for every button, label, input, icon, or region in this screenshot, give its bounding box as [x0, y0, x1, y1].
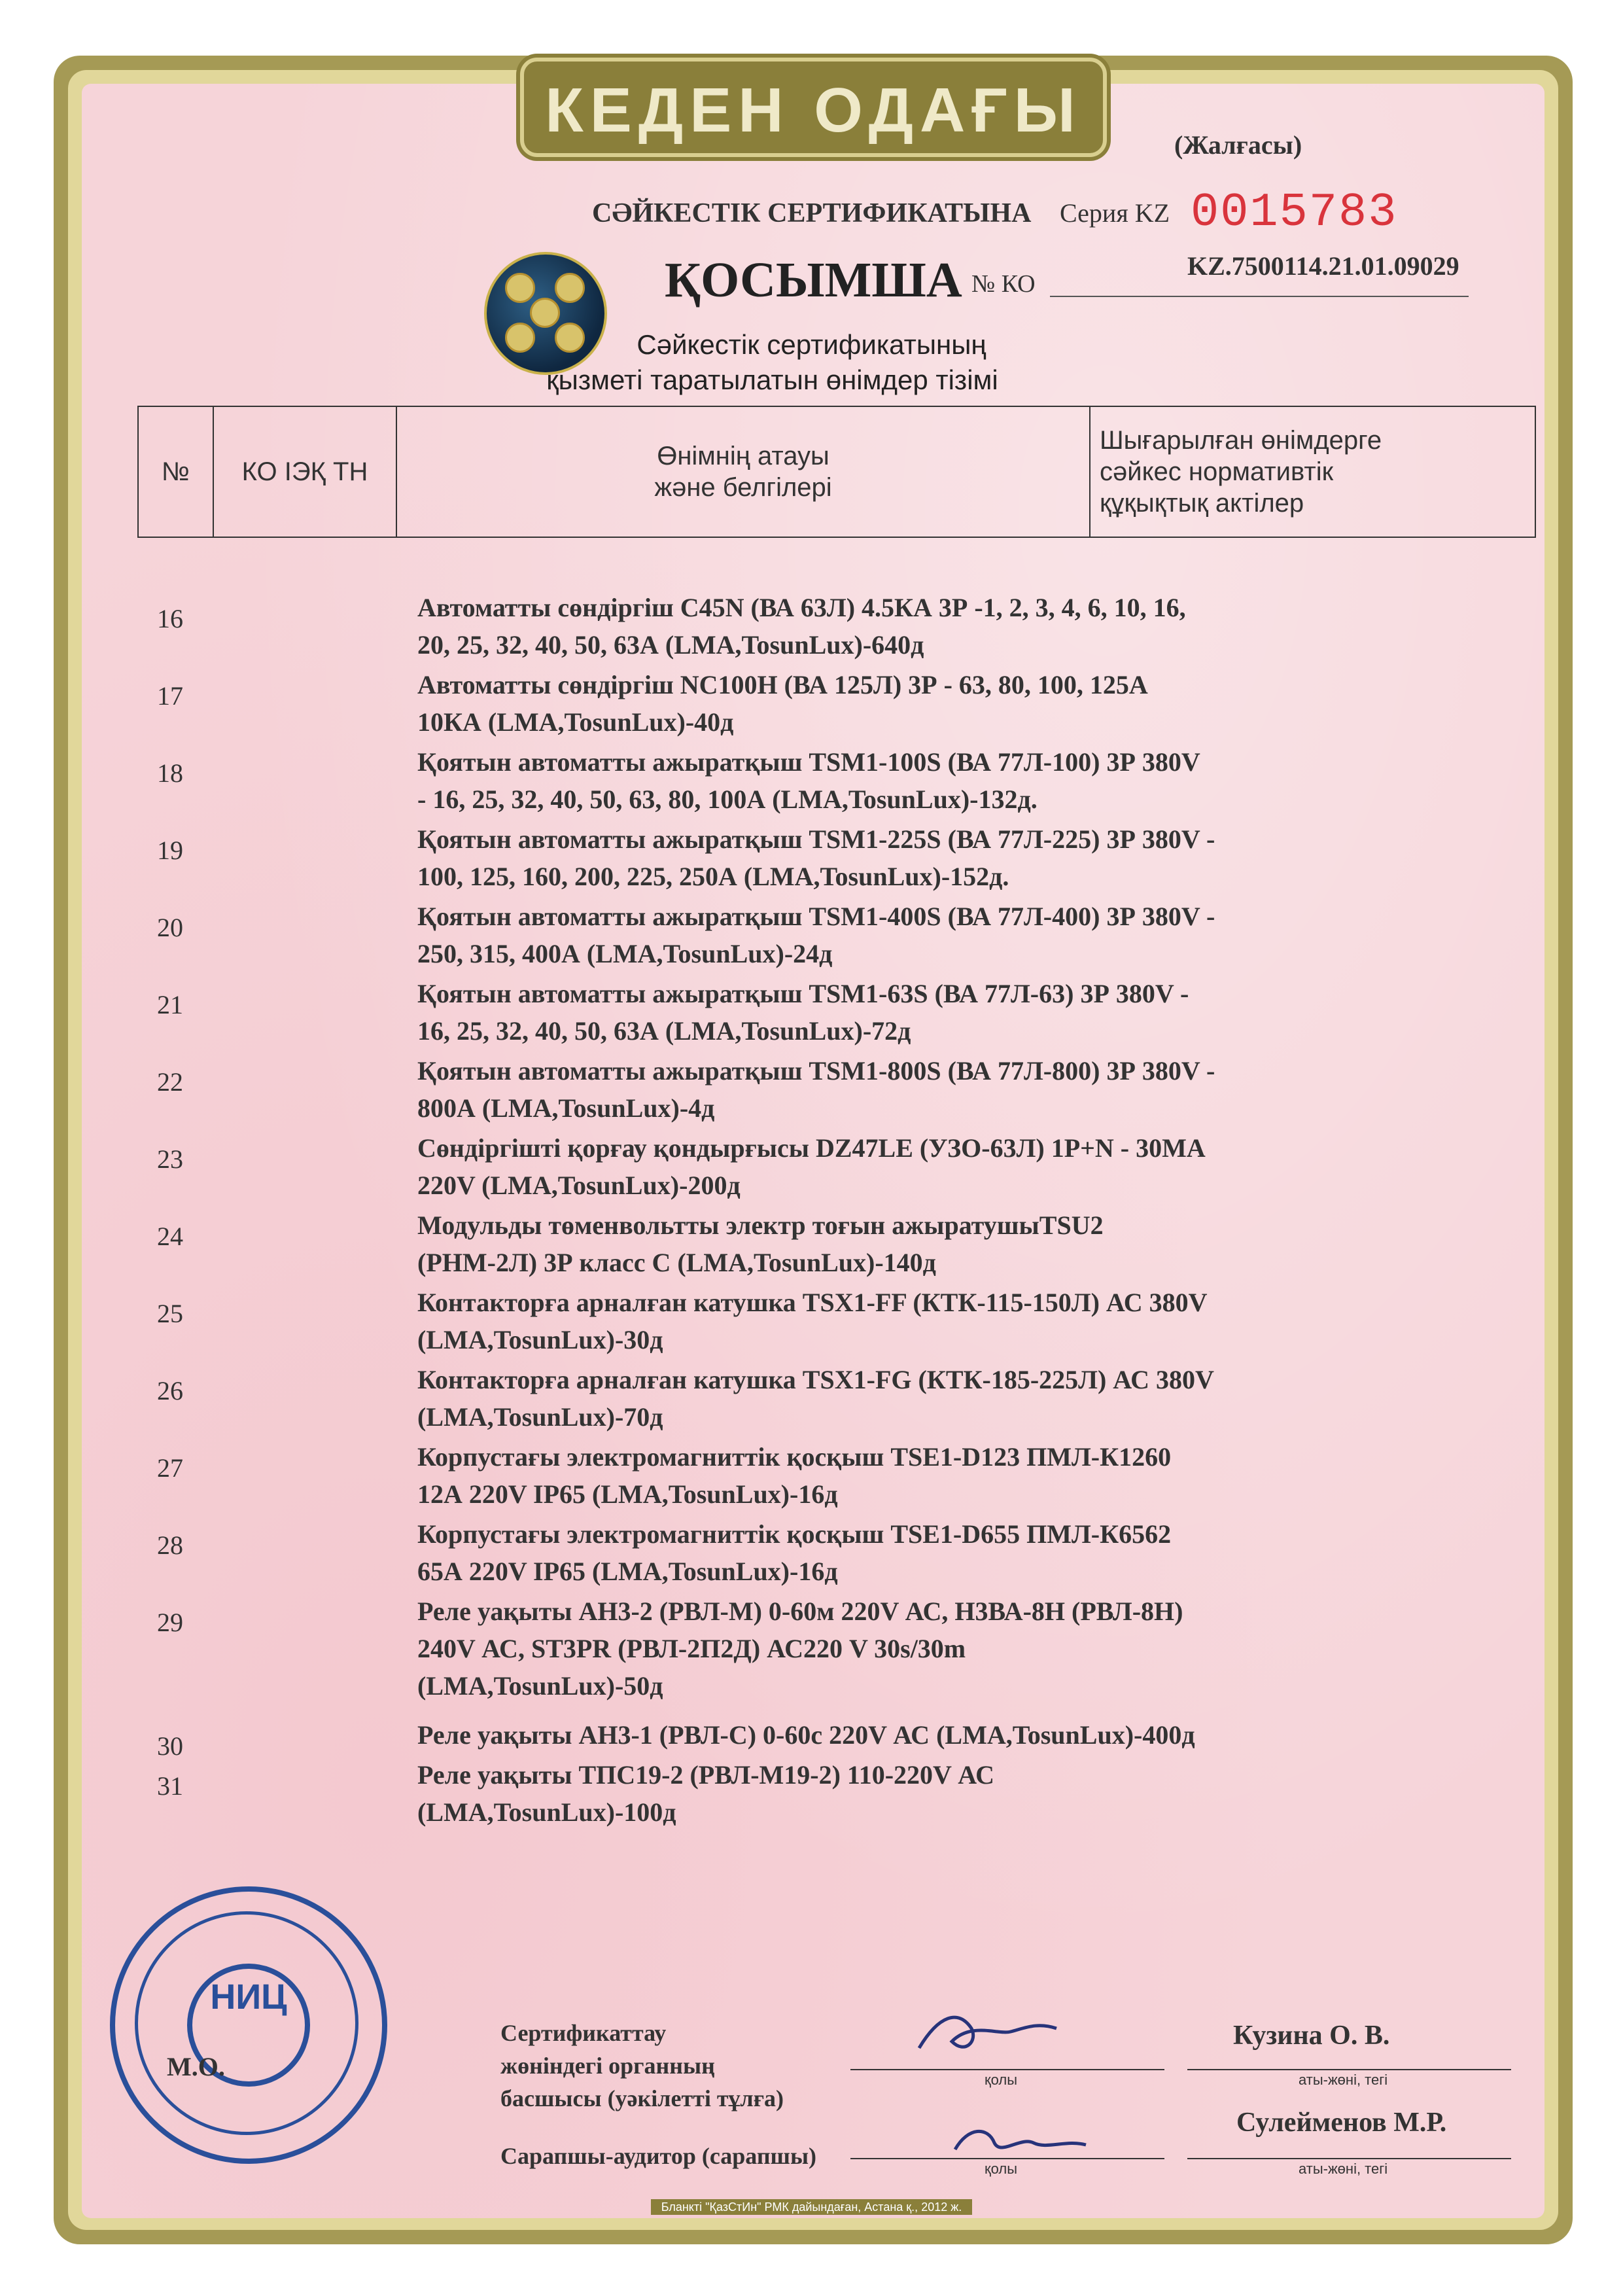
row-number: 22 — [157, 1067, 183, 1097]
number-underline — [1050, 296, 1469, 297]
row-line: Қоятын автоматты ажыратқыш TSM1-225S (ВА 77Л-225) 3Р 380V - — [417, 824, 1215, 854]
row-number: 31 — [157, 1771, 183, 1801]
row-line: 220V (LMA,TosunLux)-200д — [417, 1171, 741, 1200]
row-line: Қоятын автоматты ажыратқыш TSM1-100S (ВА 77Л-100) 3Р 380V — [417, 747, 1200, 777]
registration-number: KZ.7500114.21.01.09029 — [1187, 251, 1459, 281]
row-line: - 16, 25, 32, 40, 50, 63, 80, 100А (LMA,TosunLux)-132д. — [417, 785, 1038, 814]
banner-title: КЕДЕН ОДАҒЫ — [545, 75, 1082, 145]
row-number: 23 — [157, 1144, 183, 1174]
row-line: 65А 220V IP65 (LMA,TosunLux)-16д — [417, 1557, 838, 1586]
row-line: (LMA,TosunLux)-100д — [417, 1797, 676, 1827]
row-number: 29 — [157, 1608, 183, 1637]
row-number: 27 — [157, 1453, 183, 1483]
row-line: (РНМ-2Л) 3Р класс С (LMA,TosunLux)-140д — [417, 1248, 936, 1277]
row-line: 100, 125, 160, 200, 225, 250А (LMA,TosunLux)-152д. — [417, 862, 1009, 891]
expert-name-line — [1187, 2158, 1511, 2159]
row-line: Корпустағы электромагниттік қосқыш TSE1-D655 ПМЛ-К6562 — [417, 1519, 1172, 1549]
products-table-header — [137, 406, 1536, 538]
row-number: 24 — [157, 1222, 183, 1251]
header-col-code: КО ІЭҚ ТН — [213, 406, 396, 537]
row-description — [417, 589, 1399, 663]
series-label: Серия KZ — [1060, 198, 1170, 228]
expert-name-caption: аты-жөні, тегі — [1299, 2161, 1388, 2177]
expert-auditor-label: Сарапшы-аудитор (сарапшы) — [500, 2143, 817, 2169]
continued-label: (Жалғасы) — [1174, 130, 1302, 160]
row-number: 17 — [157, 681, 183, 711]
row-description — [417, 1129, 1399, 1204]
row-line: 16, 25, 32, 40, 50, 63А (LMA,TosunLux)-72д — [417, 1016, 911, 1046]
row-description — [417, 1593, 1399, 1704]
head-signature-caption: қолы — [985, 2072, 1018, 2088]
row-line: 10КА (LMA,TosunLux)-40д — [417, 707, 734, 737]
header-col-norms-line-1: Шығарылған өнімдерге — [1100, 426, 1382, 455]
row-description — [417, 1438, 1399, 1513]
row-description — [417, 666, 1399, 741]
seal-place-label: М.О. — [167, 2052, 225, 2081]
row-line: 250, 315, 400А (LMA,TosunLux)-24д — [417, 939, 833, 968]
head-name-line — [1187, 2069, 1511, 2070]
head-label-line-3: басшысы (уәкілетті тұлға) — [500, 2085, 784, 2111]
serial-number: 0015783 — [1191, 186, 1398, 239]
row-number: 19 — [157, 836, 183, 865]
row-line: Реле уақыты АН3-2 (РВЛ-М) 0-60м 220V АС, Н3ВА-8Н (РВЛ-8Н) — [417, 1597, 1183, 1626]
row-number: 30 — [157, 1731, 183, 1761]
row-description — [417, 1716, 1399, 1754]
row-number: 26 — [157, 1376, 183, 1405]
row-description — [417, 1207, 1399, 1281]
row-line: Реле уақыты ТПС19-2 (РВЛ-М19-2) 110-220V АС — [417, 1760, 994, 1790]
row-number: 20 — [157, 913, 183, 942]
row-line: Модульды төменвольтты электр тоғын ажыратушыTSU2 — [417, 1210, 1104, 1240]
row-line: Сөндіргішті қорғау қондырғысы DZ47LE (УЗО-63Л) 1Р+N - 30МА — [417, 1133, 1206, 1163]
expert-name: Сулейменов М.Р. — [1236, 2108, 1447, 2138]
row-line: (LMA,TosunLux)-50д — [417, 1671, 663, 1701]
row-description — [417, 821, 1399, 895]
row-line: 800А (LMA,TosunLux)-4д — [417, 1093, 715, 1123]
row-description — [417, 743, 1399, 818]
row-line: Қоятын автоматты ажыратқыш TSM1-800S (ВА 77Л-800) 3Р 380V - — [417, 1056, 1215, 1086]
row-line: 12А 220V IP65 (LMA,TosunLux)-16д — [417, 1479, 838, 1509]
head-signature-icon — [913, 2002, 1070, 2068]
row-line: (LMA,TosunLux)-70д — [417, 1402, 663, 1432]
printer-imprint — [0, 2200, 1623, 2214]
expert-signature-caption: қолы — [985, 2161, 1018, 2177]
seal-logo: НИЦ — [210, 1977, 287, 2017]
row-description — [417, 1515, 1399, 1590]
header-col-name-line-2: және белгілері — [654, 473, 832, 502]
row-description — [417, 1052, 1399, 1127]
row-number: 21 — [157, 990, 183, 1019]
annex-title: ҚОСЫМША — [665, 253, 962, 308]
head-label-line-2: жөніндегі органның — [500, 2053, 715, 2079]
row-number: 25 — [157, 1299, 183, 1328]
row-number: 16 — [157, 604, 183, 633]
header-col-number: № — [138, 406, 213, 537]
certificate-title: СӘЙКЕСТІК СЕРТИФИКАТЫНА — [592, 198, 1032, 228]
header-col-name — [396, 406, 1090, 537]
header-col-norms-line-3: құқықтық актілер — [1100, 489, 1304, 518]
row-number: 18 — [157, 758, 183, 788]
row-line: (LMA,TosunLux)-30д — [417, 1325, 663, 1354]
row-description — [417, 975, 1399, 1050]
printer-imprint-text: Бланкті "ҚазСтИн" РМК дайындаған, Астана қ., 2012 ж. — [651, 2199, 973, 2215]
row-line: 240V АС, ST3PR (РВЛ-2П2Д) АС220 V 30s/30m — [417, 1634, 966, 1663]
subtitle-line-1: Сәйкестік сертификатының — [637, 329, 986, 360]
header-col-name-line-1: Өнімнің атауы — [657, 442, 829, 470]
expert-signature-line — [850, 2158, 1164, 2159]
row-number: 28 — [157, 1530, 183, 1560]
number-label: № КО — [971, 270, 1036, 298]
row-line: Қоятын автоматты ажыратқыш TSM1-400S (ВА 77Л-400) 3Р 380V - — [417, 902, 1215, 931]
row-line: Корпустағы электромагниттік қосқыш TSE1-D123 ПМЛ-К1260 — [417, 1442, 1172, 1472]
row-description — [417, 1284, 1399, 1358]
official-seal — [110, 1886, 387, 2164]
head-of-body-label — [500, 2017, 784, 2115]
row-line: Автоматты сөндіргіш C45N (ВА 63Л) 4.5КА 3Р -1, 2, 3, 4, 6, 10, 16, — [417, 593, 1186, 622]
row-line: Қоятын автоматты ажыратқыш TSM1-63S (ВА 77Л-63) 3Р 380V - — [417, 979, 1189, 1008]
subtitle-line-2: қызметі таратылатын өнімдер тізімі — [546, 364, 998, 395]
row-description — [417, 1756, 1399, 1831]
head-label-line-1: Сертификаттау — [500, 2020, 667, 2046]
row-line: 20, 25, 32, 40, 50, 63А (LMA,TosunLux)-640д — [417, 630, 924, 660]
row-description — [417, 898, 1399, 972]
header-col-norms — [1090, 406, 1535, 537]
row-description — [417, 1361, 1399, 1436]
head-name: Кузина О. В. — [1233, 2021, 1390, 2051]
row-line: Реле уақыты АН3-1 (РВЛ-С) 0-60с 220V АС (LMA,TosunLux)-400д — [417, 1720, 1195, 1750]
row-line: Автоматты сөндіргіш NC100H (ВА 125Л) 3Р - 63, 80, 100, 125А — [417, 670, 1148, 699]
customs-union-banner — [520, 58, 1107, 157]
head-signature-line — [850, 2069, 1164, 2070]
head-name-caption: аты-жөні, тегі — [1299, 2072, 1388, 2088]
row-line: Контакторға арналған катушка TSX1-FG (КТК-185-225Л) АС 380V — [417, 1365, 1214, 1394]
row-line: Контакторға арналған катушка TSX1-FF (КТК-115-150Л) АС 380V — [417, 1288, 1208, 1317]
header-col-norms-line-2: сәйкес нормативтік — [1100, 457, 1334, 486]
